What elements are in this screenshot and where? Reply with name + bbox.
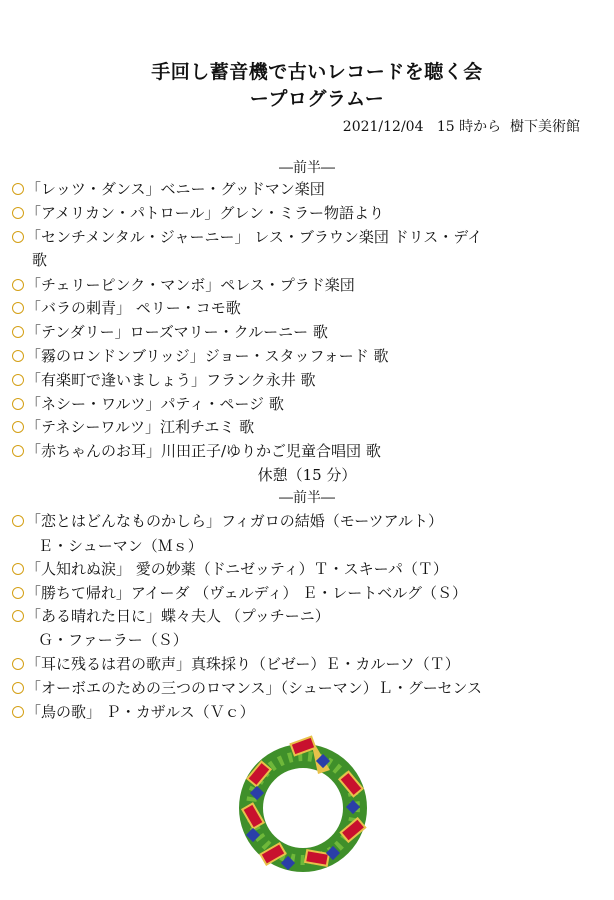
circle-bullet-icon xyxy=(12,445,24,457)
program-item-text: 「恋とはどんなものかしら」フィガロの結婚（モーツアルト） xyxy=(26,512,444,530)
circle-bullet-icon xyxy=(12,374,24,386)
program-item-text: 「センチメンタル・ジャーニー」 レス・ブラウン楽団 ドリス・デイ xyxy=(26,228,483,246)
program-item xyxy=(12,179,325,199)
program-item-text: 「テンダリー」ローズマリー・クルーニー 歌 xyxy=(26,323,328,341)
program-item xyxy=(12,583,467,603)
program-item-text: 「オーボエのための三つのロマンス」（シューマン）Ｌ・グーセンス xyxy=(26,679,483,697)
program-item-text: 「ネシー・ワルツ」パティ・ページ 歌 xyxy=(26,395,284,413)
program-item xyxy=(12,275,355,295)
program-item xyxy=(12,678,482,698)
section-heading-first: ―前半― xyxy=(279,160,335,176)
program-item-text: 「バラの刺青」 ペリー・コモ歌 xyxy=(26,299,241,317)
program-item-text: 「有楽町で逢いましょう」フランク永井 歌 xyxy=(26,371,316,389)
page-subtitle: ープログラムー xyxy=(249,88,385,110)
program-item-continuation: 歌 xyxy=(32,251,48,269)
program-item xyxy=(12,702,255,722)
circle-bullet-icon xyxy=(12,421,24,433)
program-item-text: 「耳に残るは君の歌声」真珠採り（ビゼー）Ｅ・カルーソ（Ｔ） xyxy=(26,655,460,673)
circle-bullet-icon xyxy=(12,279,24,291)
program-item-text: 「人知れぬ涙」 愛の妙薬（ドニゼッティ）Ｔ・スキーパ（Ｔ） xyxy=(26,560,448,578)
program-item xyxy=(12,559,448,579)
circle-bullet-icon xyxy=(12,398,24,410)
program-item xyxy=(12,511,443,531)
program-item xyxy=(12,441,381,461)
program-item-text: 「勝ちて帰れ」アイーダ （ヴェルディ） Ｅ・レートベルグ（Ｓ） xyxy=(26,584,467,602)
program-item xyxy=(12,203,384,223)
section-heading-second: ―前半― xyxy=(279,490,335,506)
program-item xyxy=(12,346,389,366)
circle-bullet-icon xyxy=(12,207,24,219)
program-item xyxy=(12,417,254,437)
circle-bullet-icon xyxy=(12,326,24,338)
program-item xyxy=(12,370,315,390)
program-item-continuation: Ｇ・ファーラー（Ｓ） xyxy=(38,631,188,649)
intermission-label: 休憩（15 分） xyxy=(257,466,357,484)
program-item-text: 「アメリカン・パトロール」グレン・ミラー物語より xyxy=(26,204,384,222)
program-item xyxy=(12,227,482,247)
program-item xyxy=(12,606,330,626)
program-item-text: 「霧のロンドンブリッジ」ジョー・スタッフォード 歌 xyxy=(26,347,389,365)
program-item-continuation: Ｅ・シューマン（Ｍｓ） xyxy=(38,537,203,555)
program-item xyxy=(12,298,241,318)
circle-bullet-icon xyxy=(12,587,24,599)
circle-bullet-icon xyxy=(12,231,24,243)
christmas-wreath-icon xyxy=(228,730,378,880)
program-item xyxy=(12,394,284,414)
program-item xyxy=(12,322,328,342)
circle-bullet-icon xyxy=(12,682,24,694)
page-title: 手回し蓄音機で古いレコードを聴く会 xyxy=(151,61,483,83)
program-item-text: 「テネシーワルツ」江利チエミ 歌 xyxy=(26,418,255,436)
circle-bullet-icon xyxy=(12,563,24,575)
circle-bullet-icon xyxy=(12,610,24,622)
circle-bullet-icon xyxy=(12,658,24,670)
program-item xyxy=(12,654,460,674)
circle-bullet-icon xyxy=(12,302,24,314)
circle-bullet-icon xyxy=(12,350,24,362)
circle-bullet-icon xyxy=(12,515,24,527)
circle-bullet-icon xyxy=(12,183,24,195)
program-item-text: 「赤ちゃんのお耳」川田正子/ゆりかご児童合唱団 歌 xyxy=(26,442,381,460)
program-item-text: 「レッツ・ダンス」ベニー・グッドマン楽団 xyxy=(26,180,325,198)
program-item-text: 「チェリーピンク・マンボ」ペレス・プラド楽団 xyxy=(26,276,355,294)
circle-bullet-icon xyxy=(12,706,24,718)
event-meta: 2021/12/04 15 時から 樹下美術館 xyxy=(342,119,580,135)
program-item-text: 「鳥の歌」 Ｐ・カザルス（Ｖｃ） xyxy=(26,703,255,721)
program-item-text: 「ある晴れた日に」蝶々夫人 （プッチーニ） xyxy=(26,607,330,625)
